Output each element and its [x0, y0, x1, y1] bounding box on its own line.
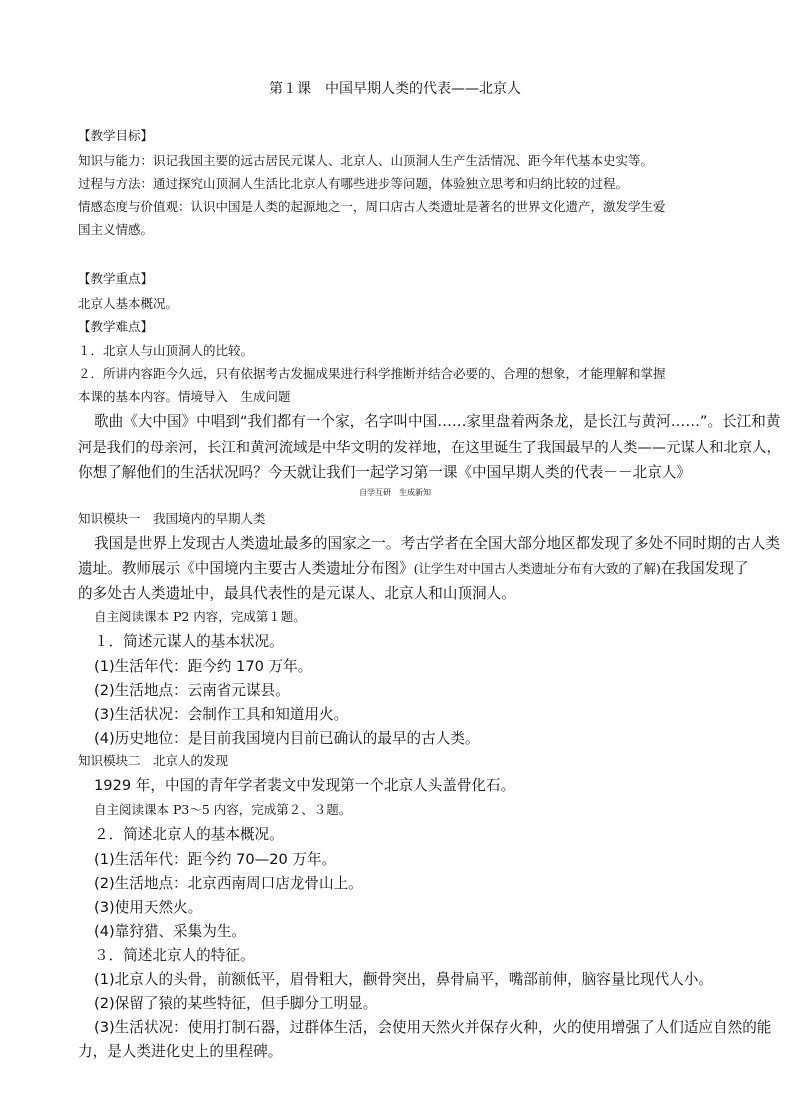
key-point-text: 北京人基本概况。 — [78, 296, 179, 311]
answer-3-2: (2)保留了猿的某些特征，但手脚分工明显。 — [94, 995, 378, 1012]
answer-2-2: (2)生活地点：北京西南周口店龙骨山上。 — [94, 875, 363, 892]
answer-1-3: (3)生活状况：会制作工具和知道用火。 — [94, 706, 349, 723]
answer-2-3: (3)使用天然火。 — [94, 899, 203, 916]
answer-1-4: (4)历史地位：是目前我国境内目前已确认的最早的古人类。 — [94, 730, 480, 747]
difficulty-heading: 【教学难点】 — [78, 319, 154, 334]
self-study-heading: 自学互研 生成新知 — [359, 488, 431, 497]
difficulty-item2-line2: 本课的基本内容。情境导入 生成问题 — [78, 389, 291, 404]
module1-para-line2-c: 在我国发现了 — [660, 560, 749, 577]
difficulty-item2-line1: ２．所讲内容距今久远，只有依据考古发掘成果进行科学推断并结合必要的、合理的想象，才能理解和掌握 — [78, 366, 666, 381]
intro-line3: 你想了解他们的生活状况吗？今天就让我们一起学习第一课《中国早期人类的代表－－北京人》 — [78, 464, 691, 481]
intro-line2: 河是我们的母亲河，长江和黄河流域是中华文明的发祥地，在这里诞生了我国最早的人类——元谋人和北京人， — [78, 440, 781, 456]
module2-reading-task: 自主阅读课本 P3～5 内容，完成第２、３题。 — [94, 802, 352, 817]
lesson-title: 第１课 中国早期人类的代表——北京人 — [269, 81, 521, 97]
answer-1-1: (1)生活年代：距今约 170 万年。 — [94, 658, 313, 675]
answer-2-1: (1)生活年代：距今约 70—20 万年。 — [94, 851, 337, 868]
module2-heading: 知识模块二 北京人的发现 — [78, 753, 229, 768]
goal-process: 过程与方法：通过探究山顶洞人生活比北京人有哪些进步等问题，体验独立思考和归纳比较的过程。 — [78, 176, 629, 191]
goal-emotion-line1: 情感态度与价值观：认识中国是人类的起源地之一，周口店古人类遗址是著名的世界文化遗产，激发学生爱 — [78, 199, 666, 214]
question-3: ３．简述北京人的特征。 — [94, 947, 255, 964]
answer-3-3-line2: 力，是人类进化史上的里程碑。 — [78, 1043, 283, 1060]
intro-line1: 歌曲《大中国》中唱到“我们都有一个家，名字叫中国……家里盘着两条龙，是长江与黄河……”。长江和黄 — [94, 413, 781, 430]
answer-3-1: (1)北京人的头骨，前额低平，眉骨粗大，颧骨突出，鼻骨扁平，嘴部前伸，脑容量比现代人小。 — [94, 971, 714, 988]
module1-para-line2-note: (让学生对中国古人类遗址分布有大致的了解) — [413, 561, 661, 576]
goal-knowledge: 知识与能力：识记我国主要的远古居民元谋人、北京人、山顶洞人生产生活情况、距今年代基本史实等。 — [78, 153, 654, 168]
module1-para-line1: 我国是世界上发现古人类遗址最多的国家之一。考古学者在全国大部分地区都发现了多处不同时期的古人类 — [94, 535, 780, 552]
module1-heading: 知识模块一 我国境内的早期人类 — [78, 511, 266, 526]
question-1: １．简述元谋人的基本状况。 — [94, 633, 284, 650]
difficulty-item1: １．北京人与山顶洞人的比较。 — [78, 343, 254, 358]
module1-reading-task: 自主阅读课本 P2 内容，完成第１题。 — [94, 609, 306, 624]
question-2: ２．简述北京人的基本概况。 — [94, 826, 284, 843]
goal-emotion-line2: 国主义情感。 — [78, 222, 154, 237]
answer-1-2: (2)生活地点：云南省元谋县。 — [94, 682, 290, 699]
module1-para-line3: 的多处古人类遗址中，最具代表性的是元谋人、北京人和山顶洞人。 — [78, 585, 516, 602]
answer-3-3-line1: (3)生活状况：使用打制石器，过群体生活，会使用天然火并保存火种，火的使用增强了人们适应自然的能 — [94, 1019, 772, 1036]
module2-para: 1929 年，中国的青年学者裴文中发现第一个北京人头盖骨化石。 — [94, 777, 516, 794]
key-point-heading: 【教学重点】 — [78, 271, 154, 286]
module1-para-line2-a: 遗址。教师展示《中国境内主要古人类遗址分布图》 — [78, 560, 414, 577]
module1-para-line2 — [78, 557, 749, 578]
answer-2-4: (4)靠狩猎、采集为生。 — [94, 923, 247, 940]
goals-heading: 【教学目标】 — [78, 128, 154, 143]
